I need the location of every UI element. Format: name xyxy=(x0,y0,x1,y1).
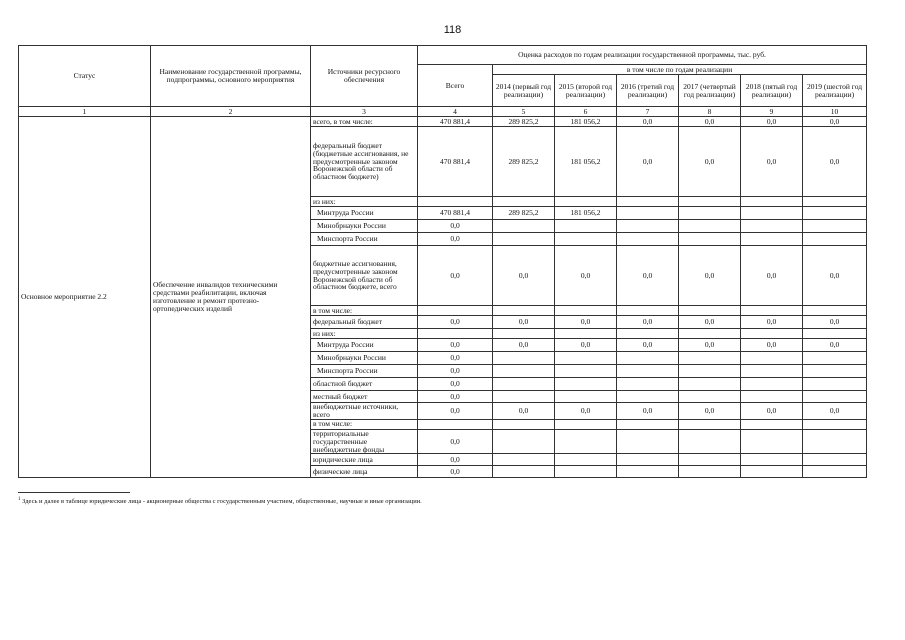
year-value-cell xyxy=(679,306,741,316)
year-value-cell xyxy=(741,329,803,339)
year-value-cell xyxy=(679,466,741,478)
header-sources: Источники ресурсного обеспечения xyxy=(311,46,418,107)
total-value-cell xyxy=(418,329,493,339)
year-value-cell: 0,0 xyxy=(555,339,617,352)
year-value-cell xyxy=(679,365,741,378)
year-value-cell: 0,0 xyxy=(803,403,867,420)
source-cell: Минтруда России xyxy=(311,339,418,352)
column-number: 9 xyxy=(741,107,803,117)
header-year: 2016 (третий год реализации) xyxy=(617,75,679,107)
year-value-cell: 0,0 xyxy=(493,316,555,329)
year-value-cell xyxy=(555,352,617,365)
year-value-cell xyxy=(679,233,741,246)
total-value-cell: 0,0 xyxy=(418,220,493,233)
total-value-cell: 0,0 xyxy=(418,246,493,306)
year-value-cell: 0,0 xyxy=(741,316,803,329)
total-value-cell: 470 881,4 xyxy=(418,207,493,220)
year-value-cell: 289 825,2 xyxy=(493,127,555,197)
year-value-cell xyxy=(741,466,803,478)
column-number: 1 xyxy=(19,107,151,117)
total-value-cell xyxy=(418,419,493,429)
year-value-cell: 0,0 xyxy=(617,127,679,197)
column-number: 2 xyxy=(151,107,311,117)
year-value-cell: 0,0 xyxy=(679,117,741,127)
source-cell: физические лица xyxy=(311,466,418,478)
year-value-cell xyxy=(617,419,679,429)
table-body xyxy=(19,46,867,478)
total-value-cell xyxy=(418,306,493,316)
year-value-cell xyxy=(741,352,803,365)
year-value-cell xyxy=(741,197,803,207)
year-value-cell xyxy=(741,454,803,466)
year-value-cell: 0,0 xyxy=(617,403,679,420)
header-row-1 xyxy=(19,46,867,65)
year-value-cell xyxy=(679,454,741,466)
header-year: 2018 (пятый год реализации) xyxy=(741,75,803,107)
total-value-cell: 0,0 xyxy=(418,378,493,391)
column-number: 6 xyxy=(555,107,617,117)
footnote-rule xyxy=(18,492,130,493)
year-value-cell: 0,0 xyxy=(741,127,803,197)
column-number-row xyxy=(19,107,867,117)
expenditure-table xyxy=(18,45,867,478)
year-value-cell xyxy=(493,220,555,233)
header-year: 2014 (первый год реализации) xyxy=(493,75,555,107)
year-value-cell xyxy=(803,207,867,220)
year-value-cell xyxy=(741,207,803,220)
year-value-cell xyxy=(493,466,555,478)
year-value-cell: 0,0 xyxy=(617,246,679,306)
year-value-cell: 0,0 xyxy=(679,127,741,197)
year-value-cell xyxy=(679,391,741,403)
year-value-cell: 181 056,2 xyxy=(555,127,617,197)
year-value-cell xyxy=(617,207,679,220)
source-cell: внебюджетные источники, всего xyxy=(311,403,418,420)
year-value-cell: 0,0 xyxy=(741,339,803,352)
year-value-cell xyxy=(555,306,617,316)
year-value-cell: 289 825,2 xyxy=(493,207,555,220)
year-value-cell xyxy=(617,454,679,466)
total-value-cell xyxy=(418,197,493,207)
total-value-cell: 0,0 xyxy=(418,466,493,478)
year-value-cell: 0,0 xyxy=(803,246,867,306)
footnote-text: Здесь и далее в таблице юридические лица - акционерные общества с государственным участием, общественные, научные и иные организации. xyxy=(22,498,422,506)
year-value-cell xyxy=(803,419,867,429)
year-value-cell: 0,0 xyxy=(803,127,867,197)
year-value-cell xyxy=(617,220,679,233)
source-cell: Минобрнауки России xyxy=(311,352,418,365)
source-cell: Минтруда России xyxy=(311,207,418,220)
column-number: 4 xyxy=(418,107,493,117)
header-year: 2019 (шестой год реализации) xyxy=(803,75,867,107)
year-value-cell: 0,0 xyxy=(679,246,741,306)
page-number: 118 xyxy=(443,24,462,36)
year-value-cell xyxy=(803,352,867,365)
year-value-cell: 0,0 xyxy=(679,316,741,329)
year-value-cell xyxy=(493,306,555,316)
header-by-years: в том числе по годам реализации xyxy=(493,65,867,75)
footnote-mark: 1 xyxy=(18,497,21,502)
year-value-cell: 0,0 xyxy=(741,403,803,420)
year-value-cell xyxy=(617,466,679,478)
header-status: Статус xyxy=(19,46,151,107)
year-value-cell: 0,0 xyxy=(803,339,867,352)
source-cell: бюджетные ассигнования, предусмотренные законом Воронежской области об областном бюджете, всего xyxy=(311,246,418,306)
total-value-cell: 0,0 xyxy=(418,365,493,378)
year-value-cell xyxy=(679,419,741,429)
source-cell: юридические лица xyxy=(311,454,418,466)
year-value-cell xyxy=(617,365,679,378)
header-name: Наименование государственной программы, подпрограммы, основного мероприятия xyxy=(151,46,311,107)
year-value-cell xyxy=(741,306,803,316)
year-value-cell: 0,0 xyxy=(617,117,679,127)
year-value-cell xyxy=(617,352,679,365)
source-cell: из них: xyxy=(311,197,418,207)
year-value-cell xyxy=(741,391,803,403)
year-value-cell xyxy=(617,429,679,454)
year-value-cell: 0,0 xyxy=(493,403,555,420)
total-value-cell: 0,0 xyxy=(418,352,493,365)
year-value-cell xyxy=(555,466,617,478)
total-value-cell: 0,0 xyxy=(418,429,493,454)
status-cell: Основное мероприятие 2.2 xyxy=(19,117,151,478)
year-value-cell xyxy=(741,419,803,429)
year-value-cell xyxy=(493,352,555,365)
source-cell: федеральный бюджет xyxy=(311,316,418,329)
column-number: 5 xyxy=(493,107,555,117)
year-value-cell: 0,0 xyxy=(679,339,741,352)
year-value-cell: 0,0 xyxy=(617,316,679,329)
year-value-cell xyxy=(555,419,617,429)
year-value-cell: 0,0 xyxy=(493,246,555,306)
source-cell: областной бюджет xyxy=(311,378,418,391)
year-value-cell xyxy=(679,378,741,391)
total-value-cell: 470 881,4 xyxy=(418,117,493,127)
year-value-cell: 181 056,2 xyxy=(555,117,617,127)
source-cell: Минобрнауки России xyxy=(311,220,418,233)
table-row xyxy=(19,117,867,127)
total-value-cell: 0,0 xyxy=(418,454,493,466)
year-value-cell xyxy=(555,365,617,378)
year-value-cell xyxy=(617,233,679,246)
year-value-cell xyxy=(555,197,617,207)
year-value-cell xyxy=(493,197,555,207)
year-value-cell xyxy=(555,429,617,454)
column-number: 8 xyxy=(679,107,741,117)
year-value-cell xyxy=(617,329,679,339)
year-value-cell xyxy=(679,352,741,365)
year-value-cell: 289 825,2 xyxy=(493,117,555,127)
year-value-cell xyxy=(617,391,679,403)
year-value-cell xyxy=(617,197,679,207)
source-cell: Минспорта России xyxy=(311,365,418,378)
year-value-cell xyxy=(555,391,617,403)
year-value-cell xyxy=(493,233,555,246)
column-number: 7 xyxy=(617,107,679,117)
year-value-cell xyxy=(679,429,741,454)
source-cell: в том числе: xyxy=(311,419,418,429)
year-value-cell xyxy=(493,454,555,466)
year-value-cell xyxy=(555,329,617,339)
footnote xyxy=(18,496,498,507)
total-value-cell: 0,0 xyxy=(418,339,493,352)
year-value-cell xyxy=(493,365,555,378)
year-value-cell: 0,0 xyxy=(741,117,803,127)
year-value-cell xyxy=(803,306,867,316)
year-value-cell: 0,0 xyxy=(555,316,617,329)
source-cell: местный бюджет xyxy=(311,391,418,403)
year-value-cell xyxy=(741,233,803,246)
year-value-cell xyxy=(803,378,867,391)
year-value-cell xyxy=(555,233,617,246)
measure-name-cell: Обеспечение инвалидов техническими средствами реабилитации, включая изготовление и ремонт протезно-ортопедических изделий xyxy=(151,117,311,478)
source-cell: федеральный бюджет (бюджетные ассигнования, не предусмотренные законом Воронежской области об областном бюджете) xyxy=(311,127,418,197)
year-value-cell xyxy=(493,391,555,403)
year-value-cell: 0,0 xyxy=(617,339,679,352)
header-year: 2015 (второй год реализации) xyxy=(555,75,617,107)
year-value-cell: 0,0 xyxy=(803,117,867,127)
year-value-cell xyxy=(617,378,679,391)
total-value-cell: 470 881,4 xyxy=(418,127,493,197)
year-value-cell xyxy=(555,454,617,466)
year-value-cell xyxy=(555,220,617,233)
year-value-cell xyxy=(617,306,679,316)
year-value-cell: 0,0 xyxy=(555,246,617,306)
year-value-cell xyxy=(803,391,867,403)
source-cell: всего, в том числе: xyxy=(311,117,418,127)
year-value-cell xyxy=(803,466,867,478)
year-value-cell xyxy=(493,378,555,391)
year-value-cell: 0,0 xyxy=(679,403,741,420)
year-value-cell xyxy=(803,365,867,378)
year-value-cell xyxy=(679,220,741,233)
total-value-cell: 0,0 xyxy=(418,391,493,403)
year-value-cell xyxy=(803,233,867,246)
year-value-cell xyxy=(741,365,803,378)
year-value-cell: 0,0 xyxy=(803,316,867,329)
year-value-cell xyxy=(493,329,555,339)
header-total: Всего xyxy=(418,65,493,107)
total-value-cell: 0,0 xyxy=(418,316,493,329)
year-value-cell xyxy=(803,197,867,207)
year-value-cell xyxy=(803,329,867,339)
year-value-cell xyxy=(493,419,555,429)
total-value-cell: 0,0 xyxy=(418,233,493,246)
year-value-cell xyxy=(741,220,803,233)
year-value-cell: 0,0 xyxy=(555,403,617,420)
total-value-cell: 0,0 xyxy=(418,403,493,420)
year-value-cell xyxy=(803,220,867,233)
source-cell: в том числе: xyxy=(311,306,418,316)
year-value-cell xyxy=(741,429,803,454)
column-number: 3 xyxy=(311,107,418,117)
year-value-cell xyxy=(493,429,555,454)
column-number: 10 xyxy=(803,107,867,117)
header-estimate: Оценка расходов по годам реализации государственной программы, тыс. руб. xyxy=(418,46,867,65)
source-cell: территориальные государственные внебюджетные фонды xyxy=(311,429,418,454)
year-value-cell: 181 056,2 xyxy=(555,207,617,220)
year-value-cell xyxy=(555,378,617,391)
year-value-cell xyxy=(679,207,741,220)
year-value-cell: 0,0 xyxy=(741,246,803,306)
year-value-cell xyxy=(741,378,803,391)
header-year: 2017 (четвертый год реализации) xyxy=(679,75,741,107)
year-value-cell xyxy=(803,454,867,466)
source-cell: Минспорта России xyxy=(311,233,418,246)
year-value-cell xyxy=(679,329,741,339)
year-value-cell xyxy=(679,197,741,207)
year-value-cell: 0,0 xyxy=(493,339,555,352)
year-value-cell xyxy=(803,429,867,454)
source-cell: из них: xyxy=(311,329,418,339)
